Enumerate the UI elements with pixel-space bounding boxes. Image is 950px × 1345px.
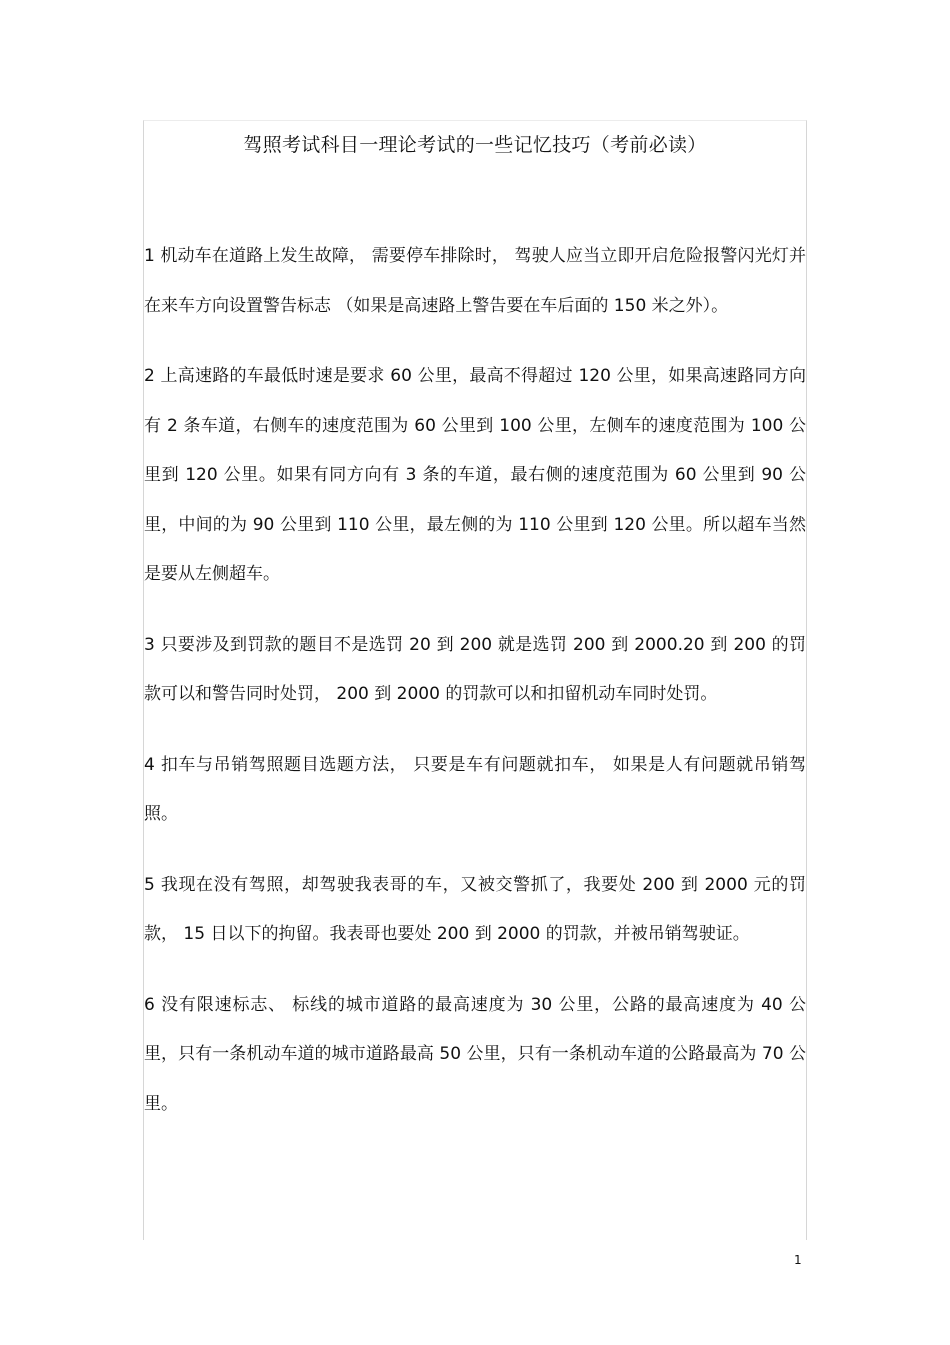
page-number: 1 xyxy=(794,1253,802,1267)
paragraph-2: 2 上高速路的车最低时速是要求 60 公里，最高不得超过 120 公里，如果高速路同方向有 2 条车道，右侧车的速度范围为 60 公里到 100 公里，左侧车的速度范围为 100 公里到 120 公里。如果有同方向有 3 条的车道，最右侧的速度范围为 60 公里到 90 公里，中间的为 90 公里到 110 公里，最左侧的为 110 公里到 120 公里。所以超车当然是要从左侧超车。 xyxy=(144,366,806,584)
document-body xyxy=(144,232,806,1150)
paragraph-4: 4 扣车与吊销驾照题目选题方法， 只要是车有问题就扣车， 如果是人有问题就吊销驾照。 xyxy=(144,754,806,824)
document-title: 驾照考试科目一理论考试的一些记忆技巧（考前必读） xyxy=(243,134,707,156)
paragraph-5: 5 我现在没有驾照，却驾驶我表哥的车，又被交警抓了，我要处 200 到 2000 元的罚款， 15 日以下的拘留。我表哥也要处 200 到 2000 的罚款，并被吊销驾驶证。 xyxy=(144,874,806,944)
paragraph-3: 3 只要涉及到罚款的题目不是选罚 20 到 200 就是选罚 200 到 2000.20 到 200 的罚款可以和警告同时处罚， 200 到 2000 的罚款可以和扣留机动车同时处罚。 xyxy=(144,634,806,704)
paragraph-1: 1 机动车在道路上发生故障， 需要停车排除时， 驾驶人应当立即开启危险报警闪光灯并在来车方向设置警告标志 （如果是高速路上警告要在车后面的 150 米之外）。 xyxy=(144,246,806,316)
paragraph-6: 6 没有限速标志、 标线的城市道路的最高速度为 30 公里，公路的最高速度为 40 公里，只有一条机动车道的城市道路最高 50 公里，只有一条机动车道的公路最高为 70 公里。 xyxy=(144,994,806,1114)
